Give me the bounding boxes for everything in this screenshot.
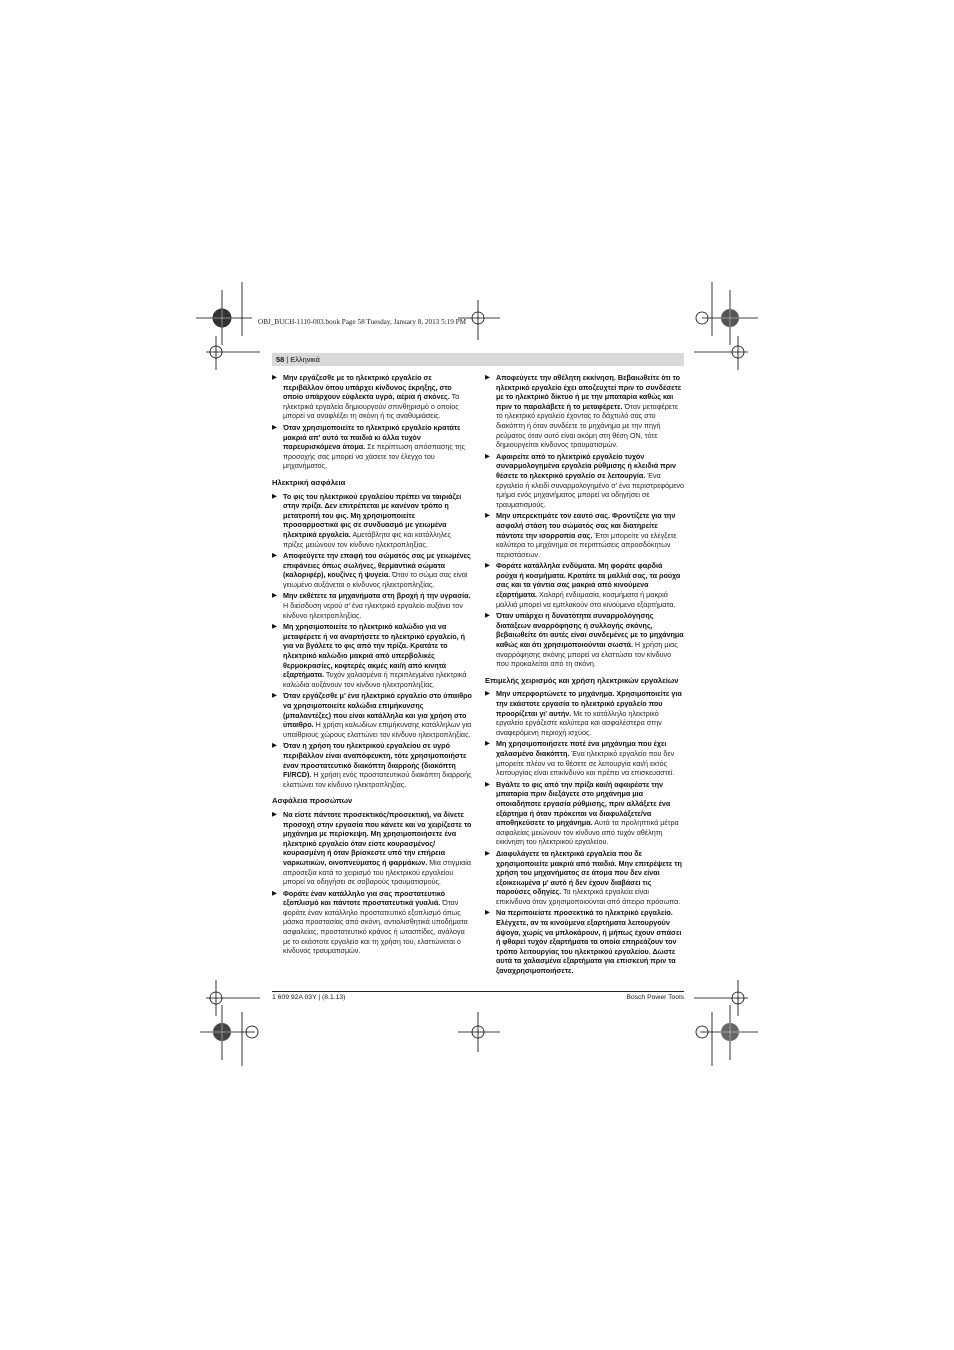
list-item: ▶ Αποφεύγετε την αθέλητη εκκίνηση. Βεβαιωθείτε ότι το ηλεκτρικό εργαλείο έχει αποζευχτεί πριν το συνδέσετε με το ηλεκτρικό δίκτυο ή με την μπαταρία καθώς και πριν το παραλάβετε ή το μεταφέρετε. Όταν μεταφέρετε το ηλεκτρικό εργαλείο έχοντας το δάχτυλό σας στο διακόπτη ή όταν συνδέετε το μηχάνημα με την πηγή ρεύματος όταν αυτό είναι ακόμη στη θέση ON, τότε δημιουργείται κίνδυνος τραυματισμών. xyxy=(485,373,682,450)
bullet-arrow-icon: ▶ xyxy=(272,552,277,560)
personal-list-continued xyxy=(485,373,685,669)
list-item: ▶ Φοράτε έναν κατάλληλο για σας προστατευτικό εξοπλισμό και πάντοτε προστατευτικά γυαλιά. Όταν φοράτε έναν κατάλληλο προστατευτικό εξοπλισμό όπως μάσκα προστασίας από σκόνη, αντιολισθητικά υποδήματα ασφαλείας, προστατευτικό κράνος ή ωτασπίδες, ανάλογα με το εκάστοτε εργαλείο και τη χρήση του, ελαττώνεται ο κίνδυνος τραυματισμών. xyxy=(272,888,468,956)
bullet-arrow-icon: ▶ xyxy=(485,452,490,460)
bullet-arrow-icon: ▶ xyxy=(272,889,277,897)
bullet-arrow-icon: ▶ xyxy=(272,810,277,818)
bullet-arrow-icon: ▶ xyxy=(485,849,490,857)
bullet-arrow-icon: ▶ xyxy=(272,374,277,381)
list-item: ▶ Μη χρησιμοποιείτε το ηλεκτρικό καλώδιο για να μεταφέρετε ή να αναρτήσετε το ηλεκτρικό εργαλείο, ή για να βγάλετε το φις από την πρίζα. Κρατάτε το ηλεκτρικό καλώδιο μακριά από υπερβολικές θερμοκρασίες, κοφτερές ακμές και/ή από κινητά εξαρτήματα. Τυχόν χαλασμένα ή περιπλεγμένα ηλεκτρικά καλώδια αυξάνουν τον κίνδυνο ηλεκτροπληξίας. xyxy=(272,622,467,689)
bullet-arrow-icon: ▶ xyxy=(485,909,490,917)
footer-divider xyxy=(272,991,684,992)
list-item: ▶ Διαφυλάγετε τα ηλεκτρικά εργαλεία που δε χρησιμοποιείτε μακριά από παιδιά. Μην επιτρέψετε τη χρήση του μηχανήματος σε άτομα που δεν είναι εξοικειωμένα μ' αυτό ή δεν έχουν διαβάσει τις παρούσες οδηγίες. Τα ηλεκτρικά εργαλεία είναι επικίνδυνα όταν χρησιμοποιούνται από άπειρα πρόσωπα. xyxy=(485,848,682,906)
bullet-arrow-icon: ▶ xyxy=(485,690,490,698)
section-heading-personal: Ασφάλεια προσώπων xyxy=(272,796,353,806)
list-item: ▶ Να είστε πάντοτε προσεκτικός/προσεκτική, να δίνετε προσοχή στην εργασία που κάνετε και να χειρίζεστε το μηχάνημα με περίσκεψη. Μη χρησιμοποιήσετε ένα ηλεκτρικό εργαλείο όταν είστε κουρασμένος/κουρασμένη ή όταν βρίσκεστε υπό την επήρεια ναρκωτικών, οινοπνεύματος ή φαρμάκων. Μια στιγμιαία απροσεξία κατά το χειρισμό του ηλεκτρικού εργαλείου μπορεί να οδηγήσει σε σοβαρούς τραυματισμούς. xyxy=(272,809,472,887)
bullet-arrow-icon: ▶ xyxy=(272,623,277,631)
list-item: ▶ Το φις του ηλεκτρικού εργαλείου πρέπει να ταιριάζει στην πρίζα. Δεν επιτρέπεται με κανέναν τρόπο η μετατροπή του φις. Μη χρησιμοποιείτε προσαρμοστικά φις σε συνδυασμό με γειωμένα ηλεκτρικά εργαλεία. Αμετάβλητα φις και κατάλληλες πρίζες μειώνουν τον κίνδυνο ηλεκτροπληξίας. xyxy=(272,491,462,549)
bullet-arrow-icon: ▶ xyxy=(485,512,490,520)
header-separator: | xyxy=(284,355,291,364)
print-info-line: OBJ_BUCH-1110-003.book Page 58 Tuesday, January 8, 2013 5:19 PM xyxy=(258,318,467,326)
list-item: ▶ Βγάλτε το φις από την πρίζα και/ή αφαιρέστε την μπαταρία πριν διεξάγετε στο μηχάνημα μια οποιαδήποτε εργασία ρύθμισης, πριν αλλάξετε ένα εξάρτημα ή όταν πρόκειται να διαφυλάξετε/να αποθηκεύσετε το μηχάνημα. Αυτά τα προληπτικά μέτρα ασφαλείας μειώνουν τον κίνδυνο από τυχόν αθέλητη εκκίνηση του ηλεκτρικού εργαλείου. xyxy=(485,779,679,847)
section-heading-handling: Επιμελής χειρισμός και χρήση ηλεκτρικών εργαλείων xyxy=(485,675,679,685)
list-item: ▶ Όταν η χρήση του ηλεκτρικού εργαλείου σε υγρό περιβάλλον είναι αναπόφευκτη, τότε χρησιμοποιήστε έναν προστατευτικό διακόπτη διαρροής (διακόπτη FI/RCD). Η χρήση ενός προστατευτικού διακόπτη διαρροής ελαττώνει τον κίνδυνο ηλεκτροπληξίας. xyxy=(272,741,472,789)
list-item: ▶ Μην εκθέτετε τα μηχανήματα στη βροχή ή την υγρασία. Η διείσδυση νερού σ' ένα ηλεκτρικό εργαλείο αυξάνει τον κίνδυνο ηλεκτροπληξίας. xyxy=(272,591,471,620)
electric-list xyxy=(272,492,472,790)
bullet-arrow-icon: ▶ xyxy=(485,374,490,381)
bullet-arrow-icon: ▶ xyxy=(272,592,277,600)
bullet-arrow-icon: ▶ xyxy=(272,692,277,700)
bullet-arrow-icon: ▶ xyxy=(272,423,277,431)
list-item: ▶ Φοράτε κατάλληλα ενδύματα. Μη φοράτε φαρδιά ρούχα ή κοσμήματα. Κρατάτε τα μαλλιά σας, τα ρούχα σας και τα γάντια σας μακριά από κινούμενα εξαρτήματα. Χαλαρή ενδυμασία, κοσμήματα ή μακριά μαλλιά μπορεί να εμπλακούν στα κινούμενα εξαρτήματα. xyxy=(485,561,681,609)
bullet-arrow-icon: ▶ xyxy=(485,780,490,788)
bullet-arrow-icon: ▶ xyxy=(272,492,277,500)
left-column xyxy=(272,373,472,958)
list-item: ▶ Μην υπερεκτιμάτε τον εαυτό σας. Φροντίζετε για την ασφαλή στάση του σώματός σας και διατηρείτε πάντοτε την ισορροπία σας. Έτσι μπορείτε να ελέγξετε καλύτερα το μηχάνημα σε περιπτώσεις απροσδόκητων περιστάσεων. xyxy=(485,511,677,559)
personal-list xyxy=(272,810,472,956)
list-item: ▶ Όταν εργάζεσθε μ' ένα ηλεκτρικό εργαλείο στο ύπαιθρο να χρησιμοποιείτε καλώδια επιμήκυνσης (μπαλαντέζες) που είναι κατάλληλα και για χρήση στο ύπαιθρο. Η χρήση καλωδίων επιμήκυνσης κατάλληλων για υπαίθριους χώρους ελαττώνει τον κίνδυνο ηλεκτροπληξίας. xyxy=(272,691,472,739)
bullet-arrow-icon: ▶ xyxy=(485,562,490,570)
list-item: ▶ Όταν χρησιμοποιείτε το ηλεκτρικό εργαλείο κρατάτε μακριά απ' αυτό τα παιδιά κι άλλα τυχόν παρευρισκόμενα άτομα. Σε περίπτωση απόσπασης της προσοχής σας μπορεί να χάσετε τον έλεγχο του μηχανήματος. xyxy=(272,422,466,471)
bullet-arrow-icon: ▶ xyxy=(485,740,490,748)
list-item: ▶ Μη χρησιμοποιήσετε ποτέ ένα μηχάνημα που έχει χαλασμένο διακόπτη. Ένα ηλεκτρικό εργαλείο που δεν μπορείτε πλέον να το θέσετε σε λειτουργία και/ή εκτός λειτουργίας είναι επικίνδυνο και πρέπει να επισκευαστεί. xyxy=(485,739,675,778)
footer-brand: Bosch Power Tools xyxy=(626,994,684,1001)
bullet-arrow-icon: ▶ xyxy=(272,742,277,750)
list-item: ▶ Να περιποιείστε προσεκτικά το ηλεκτρικό εργαλείο. Ελέγχετε, αν τα κινούμενα εξαρτήματα λειτουργούν άψογα, χωρίς να μπλοκάρουν, ή μήπως έχουν σπάσει ή φθαρεί τυχόν εξαρτήματα τα οποία επηρεάζουν τον τρόπο λειτουργίας του ηλεκτρικού εργαλείου. Δώστε αυτά τα χαλασμένα εξαρτήματα για επισκευή πριν τα ξαναχρησιμοποιήσετε. xyxy=(485,908,682,976)
list-item: ▶ Όταν υπάρχει η δυνατότητα συναρμολόγησης διατάξεων αναρρόφησης ή συλλογής σκόνης, βεβαιωθείτε ότι αυτές είναι συνδεμένες με το μηχάνημα καθώς και ότι χρησιμοποιούνται σωστά. Η χρήση μιας αναρρόφησης σκόνης μπορεί να ελαττώσει τον κίνδυνο που προκαλείται από τη σκόνη. xyxy=(485,611,684,669)
list-item: ▶ Μην εργάζεσθε με το ηλεκτρικό εργαλείο σε περιβάλλον όπου υπάρχει κίνδυνος έκρηξης, στο οποίο υπάρχουν εύφλεκτα υγρά, αέρια ή σκόνες. Τα ηλεκτρικά εργαλεία δημιουργούν σπινθηρισμό ο οποίος μπορεί να αναφλέξει τη σκόνη ή τις αναθυμιάσεις. xyxy=(272,373,460,421)
list-item: ▶ Αποφεύγετε την επαφή του σώματός σας με γειωμένες επιφάνειες όπως σωλήνες, θερμαντικά σώματα (καλοριφέρ), κουζίνες ή ψυγεία. Όταν το σώμα σας είναι γειωμένο αυξάνεται ο κίνδυνος ηλεκτροπληξίας. xyxy=(272,551,471,589)
header-language: Ελληνικά xyxy=(290,355,320,364)
list-item: ▶ Αφαιρείτε από το ηλεκτρικό εργαλείο τυχόν συναρμολογημένα εργαλεία ρύθμισης ή κλειδιά πριν θέσετε το ηλεκτρικό εργαλείο σε λειτουργία. Ένα εργαλείο ή κλειδί συναρμολογημένο σ' ένα περιστρεφόμενο τμήμα ενός μηχανήματος μπορεί να οδηγήσει σε τραυματισμούς. xyxy=(485,451,684,509)
section-heading-electric: Ηλεκτρική ασφάλεια xyxy=(272,477,346,487)
page-header xyxy=(276,355,320,364)
page-number: 58 xyxy=(276,355,285,364)
intro-list xyxy=(272,373,472,471)
page-header-bar xyxy=(272,353,684,366)
list-item: ▶ Μην υπερφορτώνετε το μηχάνημα. Χρησιμοποιείτε για την εκάστοτε εργασία το ηλεκτρικό εργαλείο που προορίζεται γι' αυτήν. Με το κατάλληλο ηλεκτρικό εργαλείο εργάζεστε καλύτερα και ασφαλέστερα στην αναφερόμενη περιοχή ισχύος. xyxy=(485,689,682,737)
handling-list xyxy=(485,689,685,975)
right-column xyxy=(485,373,685,978)
bullet-arrow-icon: ▶ xyxy=(485,612,490,620)
footer-doc-code: 1 609 92A 03Y | (8.1.13) xyxy=(272,994,346,1001)
